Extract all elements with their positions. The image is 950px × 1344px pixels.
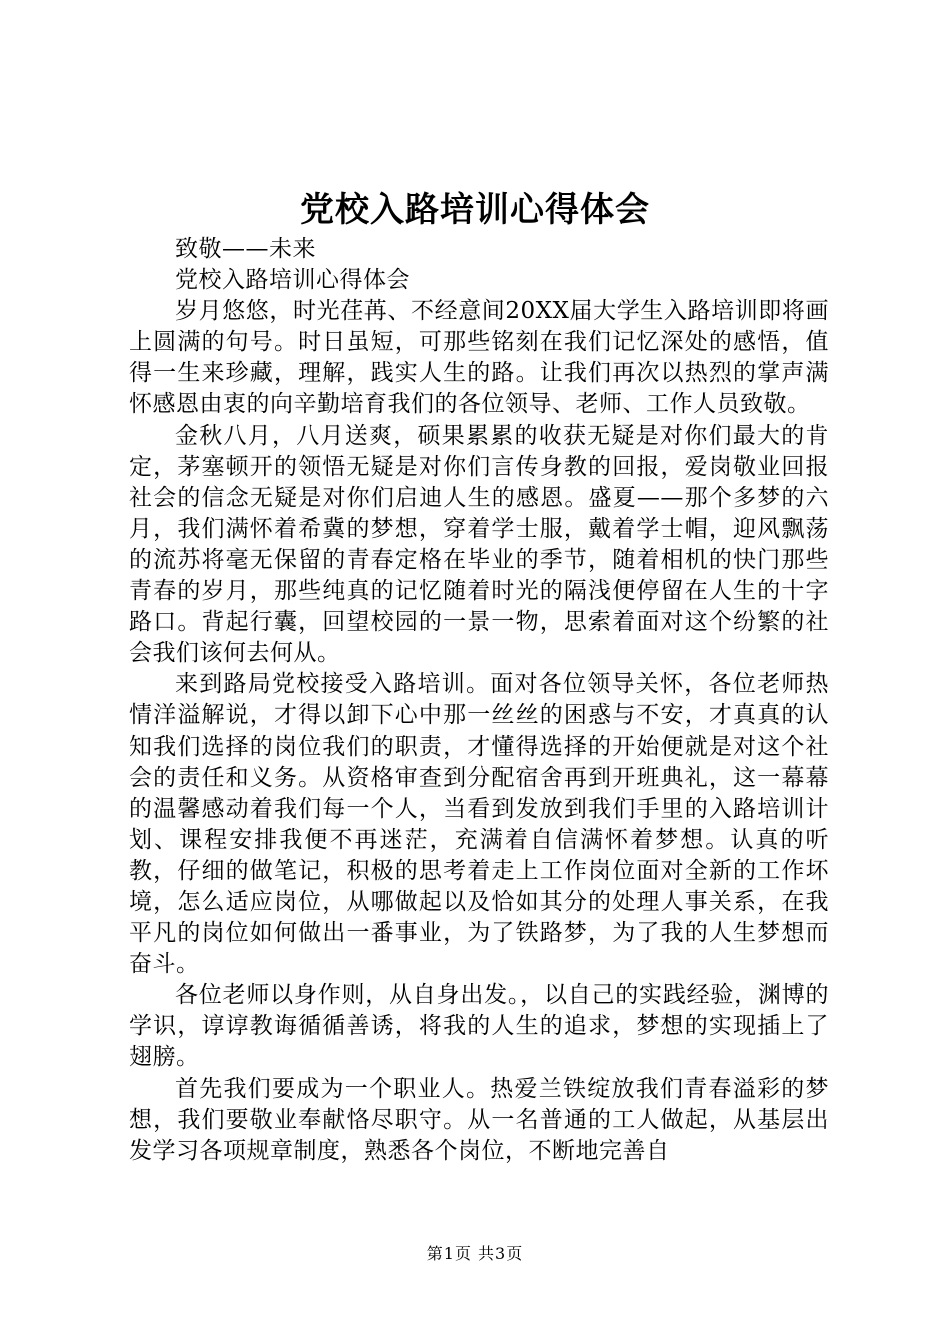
paragraph-2: 金秋八月，八月送爽，硕果累累的收获无疑是对你们最大的肯定，茅塞顿开的领悟无疑是对你们言传身教的回报，爱岗敬业回报社会的信念无疑是对你们启迪人生的感恩。盛夏——那个多梦的六月，我们满怀着希冀的梦想，穿着学士服，戴着学士帽，迎风飘荡的流苏将毫无保留的青春定格在毕业的季节，随着相机的快门那些青春的岁月，那些纯真的记忆随着时光的隔浅便停留在人生的十字路口。背起行囊，回望校园的一景一物，思索着面对这个纷繁的社会我们该何去何从。 — [129, 422, 829, 667]
paragraph-subtitle: 党校入路培训心得体会 — [175, 267, 410, 294]
paragraph-salutation: 致敬——未来 — [175, 236, 316, 262]
paragraph-3: 来到路局党校接受入路培训。面对各位领导关怀，各位老师热情洋溢解说，才得以卸下心中那一丝丝的困惑与不安，才真真的认知我们选择的岗位我们的职责，才懂得选择的开始便就是对这个社会的责任和义务。从资格审查到分配宿舍再到开班典礼，这一幕幕的温馨感动着我们每一个人，当看到发放到我们手里的入路培训计划、课程安排我便不再迷茫，充满着自信满怀着梦想。认真的听教，仔细的做笔记，积极的思考着走上工作岗位面对全新的工作坏境，怎么适应岗位，从哪做起以及恰如其分的处理人事关系，在我平凡的岗位如何做出一番事业，为了铁路梦，为了我的人生梦想而奋斗。 — [129, 671, 829, 978]
document-body — [129, 234, 829, 1167]
document-title: 党校入路培训心得体会 — [300, 190, 650, 230]
page-number-footer: 第1页 共3页 — [426, 1244, 524, 1263]
paragraph-4: 各位老师以身作则，从自身出发。，以自己的实践经验，渊博的学识，谆谆教诲循循善诱，将我的人生的追求，梦想的实现插上了翅膀。 — [129, 982, 829, 1071]
paragraph-5: 首先我们要成为一个职业人。热爱兰铁绽放我们青春溢彩的梦想，我们要敬业奉献恪尽职守。从一名普通的工人做起，从基层出发学习各项规章制度，熟悉各个岗位，不断地完善自 — [129, 1075, 829, 1164]
paragraph-1: 岁月悠悠，时光荏苒、不经意间20XX届大学生入路培训即将画上圆满的句号。时日虽短，可那些铭刻在我们记忆深处的感悟，值得一生来珍藏，理解，践实人生的路。让我们再次以热烈的掌声满怀感恩由衷的向辛勤培育我们的各位领导、老师、工作人员致敬。 — [129, 298, 829, 418]
